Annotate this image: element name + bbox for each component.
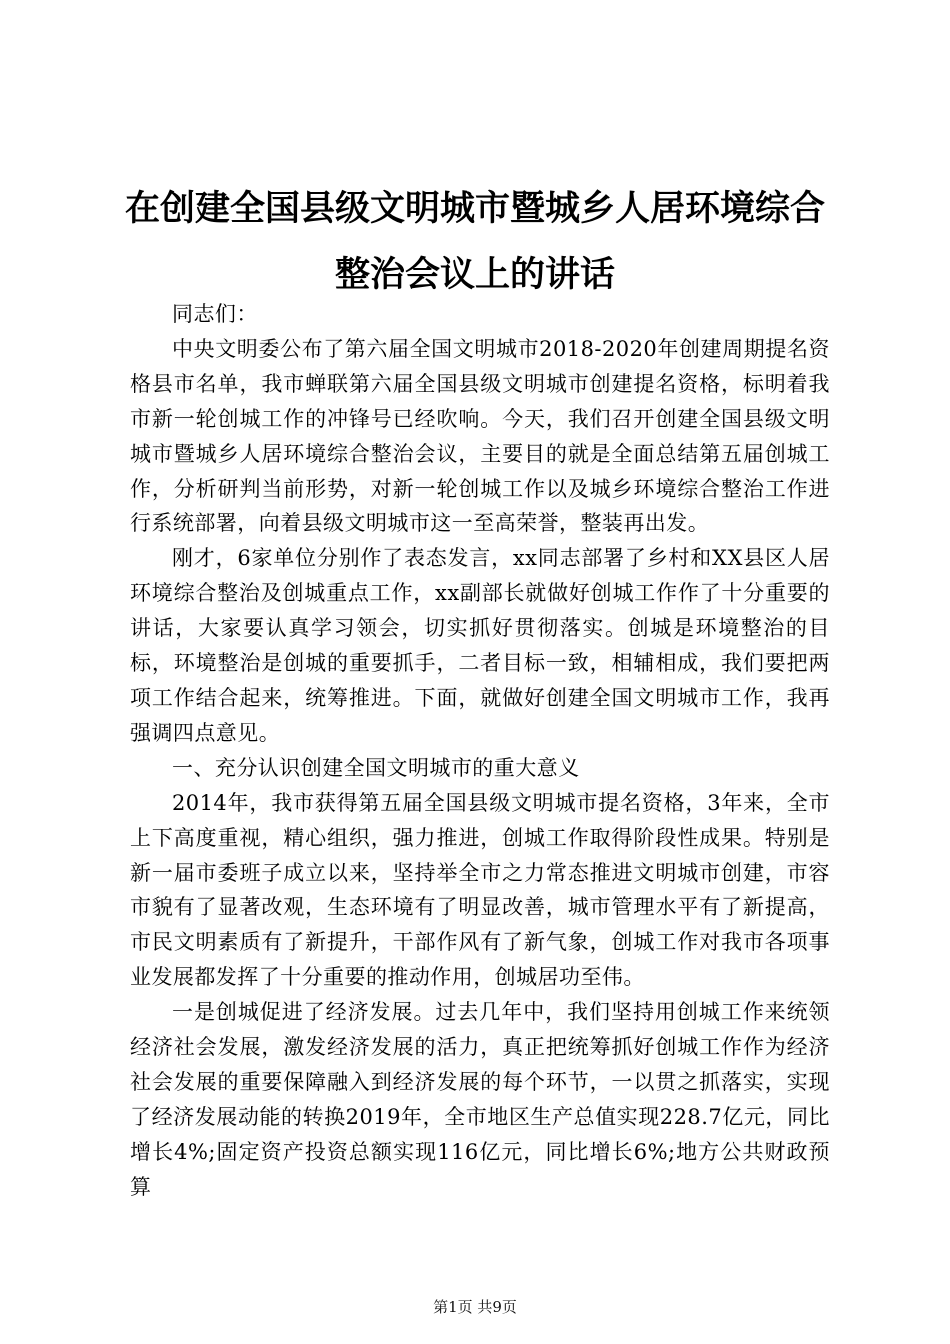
section-heading: 一、充分认识创建全国文明城市的重大意义 bbox=[172, 755, 580, 780]
body-paragraph: 刚才，6家单位分别作了表态发言，xx同志部署了乡村和XX县区人居环境综合整治及创城重点工作，xx副部长就做好创城工作作了十分重要的讲话，大家要认真学习领会，切实抓好贯彻落实。创城是环境整治的目标，环境整治是创城的重要抓手，二者目标一致，相辅相成，我们要把两项工作结合起来，统筹推进。下面，就做好创建全国文明城市工作，我再强调四点意见。 bbox=[130, 546, 830, 745]
document-title bbox=[110, 176, 840, 308]
body-paragraph: 2014年，我市获得第五届全国县级文明城市提名资格，3年来，全市上下高度重视，精心组织，强力推进，创城工作取得阶段性成果。特别是新一届市委班子成立以来，坚持举全市之力常态推进文明城市创建，市容市貌有了显著改观，生态环境有了明显改善，城市管理水平有了新提高，市民文明素质有了新提升，干部作风有了新气象，创城工作对我市各项事业发展都发挥了十分重要的推动作用，创城居功至伟。 bbox=[130, 790, 830, 990]
document-title-line-2: 整治会议上的讲话 bbox=[334, 255, 615, 295]
body-paragraph: 一是创城促进了经济发展。过去几年中，我们坚持用创城工作来统领经济社会发展，激发经济发展的活力，真正把统筹抓好创城工作作为经济社会发展的重要保障融入到经济发展的每个环节，一以贯之抓落实，实现了经济发展动能的转换2019年，全市地区生产总值实现228.7亿元，同比增长4%;固定资产投资总额实现116亿元，同比增长6%;地方公共财政预算 bbox=[130, 1000, 830, 1199]
document-title-line-1: 在创建全国县级文明城市暨城乡人居环境综合 bbox=[124, 189, 825, 229]
salutation-paragraph: 同志们： bbox=[172, 302, 258, 326]
document-body bbox=[130, 297, 830, 1205]
page-footer: 第1页 共9页 bbox=[433, 1298, 517, 1316]
body-paragraph: 中央文明委公布了第六届全国文明城市2018-2020年创建周期提名资格县市名单，我市蝉联第六届全国县级文明城市创建提名资格，标明着我市新一轮创城工作的冲锋号已经吹响。今天，我们召开创建全国县级文明城市暨城乡人居环境综合整治会议，主要目的就是全面总结第五届创城工作，分析研判当前形势，对新一轮创城工作以及城乡环境综合整治工作进行系统部署，向着县级文明城市这一至高荣誉，整装再出发。 bbox=[130, 336, 830, 536]
